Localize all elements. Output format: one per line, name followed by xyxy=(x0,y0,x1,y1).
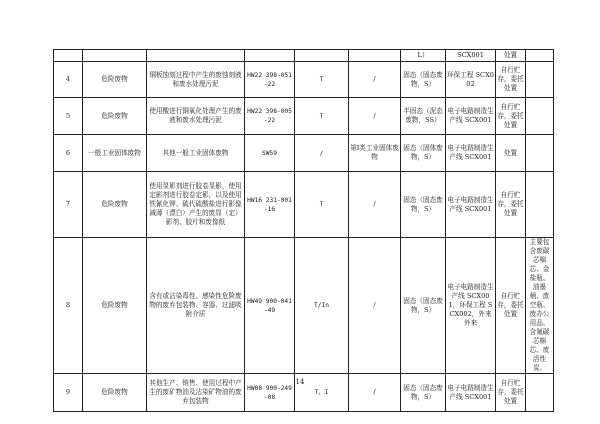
cell-disposal: 自行贮存，委托处置 xyxy=(496,62,526,98)
cell-form: 固态（固体废物，S） xyxy=(401,135,446,172)
cell-hazard: / xyxy=(295,135,349,172)
cell-source xyxy=(147,50,245,62)
cell-class: / xyxy=(349,62,401,98)
cell-note: 主要包含废碳芯棉芯、金盐瓶、油墨桶、废空瓶、废办公用品、含氰碳芯棉芯、废活性炭。 xyxy=(526,238,554,374)
cell-category: 危险废物 xyxy=(83,238,147,374)
cell-hazard: T xyxy=(295,98,349,135)
waste-table xyxy=(53,49,554,412)
cell-location: 电子电路制造生产线 SCX001 xyxy=(446,135,496,172)
table-row xyxy=(54,135,554,172)
cell-class: / xyxy=(349,98,401,135)
cell-location: 电子电路制造生产线 SCX001，环保工程 SCX002，外来外来 xyxy=(446,238,496,374)
table-row xyxy=(54,62,554,98)
cell-code xyxy=(245,50,295,62)
cell-category: 危险废物 xyxy=(83,374,147,412)
cell-code: HW22 398-051-22 xyxy=(245,62,295,98)
cell-code: HW08 900-249-08 xyxy=(245,374,295,412)
cell-hazard xyxy=(295,50,349,62)
cell-location: 电子电路制造生产线 SCX001 xyxy=(446,374,496,412)
cell-note xyxy=(526,135,554,172)
cell-location: SCX001 xyxy=(446,50,496,62)
cell-form: 固态（固态废物，S） xyxy=(401,374,446,412)
cell-hazard: T/In xyxy=(295,238,349,374)
page-number: 14 xyxy=(295,378,305,386)
cell-location: 电子电路制造生产线 SCX001 xyxy=(446,98,496,135)
cell-form: 固态（固态废物，S） xyxy=(401,62,446,98)
cell-class: / xyxy=(349,374,401,412)
cell-no xyxy=(54,50,83,62)
cell-no: 5 xyxy=(54,98,83,135)
cell-disposal: 自行贮存，委托处置 xyxy=(496,374,526,412)
cell-hazard: T xyxy=(295,62,349,98)
cell-category: 危险废物 xyxy=(83,172,147,238)
cell-class: / xyxy=(349,238,401,374)
cell-no: 8 xyxy=(54,238,83,374)
cell-source: 铜板蚀刻过程中产生的废蚀刻液和废水处理污泥 xyxy=(147,62,245,98)
cell-note xyxy=(526,50,554,62)
cell-form: 固态（固态废物，S） xyxy=(401,172,446,238)
cell-source: 使用显影剂进行胶卷显影，使用定影剂进行胶卷定影，以及使用铁氰化钾、硫代硫酸盐进行影像减薄（漂白）产生的废显（定）影剂、胶片和废像纸 xyxy=(147,172,245,238)
cell-no: 7 xyxy=(54,172,83,238)
cell-source: 其他一般工业固体废物 xyxy=(147,135,245,172)
cell-hazard: T，I xyxy=(295,374,349,412)
cell-code: HW49 900-041-49 xyxy=(245,238,295,374)
cell-note xyxy=(526,62,554,98)
cell-source: 使用酸进行铜氧化处理产生的废液和废水处理污泥 xyxy=(147,98,245,135)
table-row-partial xyxy=(54,50,554,62)
cell-class: / xyxy=(349,172,401,238)
cell-no: 4 xyxy=(54,62,83,98)
cell-disposal: 自行贮存，委托处置 xyxy=(496,98,526,135)
cell-disposal: 处置 xyxy=(496,135,526,172)
cell-category xyxy=(83,50,147,62)
cell-hazard: T xyxy=(295,172,349,238)
table-row xyxy=(54,172,554,238)
cell-source: 其他生产、销售、使用过程中产生的废矿物油及沾染矿物油的废弃包装物 xyxy=(147,374,245,412)
table-row xyxy=(54,98,554,135)
cell-category: 危险废物 xyxy=(83,62,147,98)
cell-code: SW59 xyxy=(245,135,295,172)
cell-note xyxy=(526,172,554,238)
cell-location: 电子电路制造生产线 SCX001 xyxy=(446,172,496,238)
cell-code: HW22 398-005-22 xyxy=(245,98,295,135)
cell-disposal: 自行贮存，委托处置 xyxy=(496,172,526,238)
cell-no: 6 xyxy=(54,135,83,172)
cell-location: 环保工程 SCX002 xyxy=(446,62,496,98)
table-row xyxy=(54,238,554,374)
cell-source: 含有或沾染毒性、感染性危险废物的废弃包装物、容器、过滤吸附介质 xyxy=(147,238,245,374)
cell-no: 9 xyxy=(54,374,83,412)
cell-class: 第Ⅰ类工业固体废物 xyxy=(349,135,401,172)
cell-disposal: 处置 xyxy=(496,50,526,62)
cell-form: 固态（固态废物，S） xyxy=(401,238,446,374)
cell-form: 半固态（泥态废物，SS） xyxy=(401,98,446,135)
cell-code: HW16 231-001-16 xyxy=(245,172,295,238)
cell-note xyxy=(526,98,554,135)
cell-class xyxy=(349,50,401,62)
cell-disposal: 自行贮存，委托处置 xyxy=(496,238,526,374)
cell-category: 一般工业固体废物 xyxy=(83,135,147,172)
cell-form: L） xyxy=(401,50,446,62)
cell-category: 危险废物 xyxy=(83,98,147,135)
